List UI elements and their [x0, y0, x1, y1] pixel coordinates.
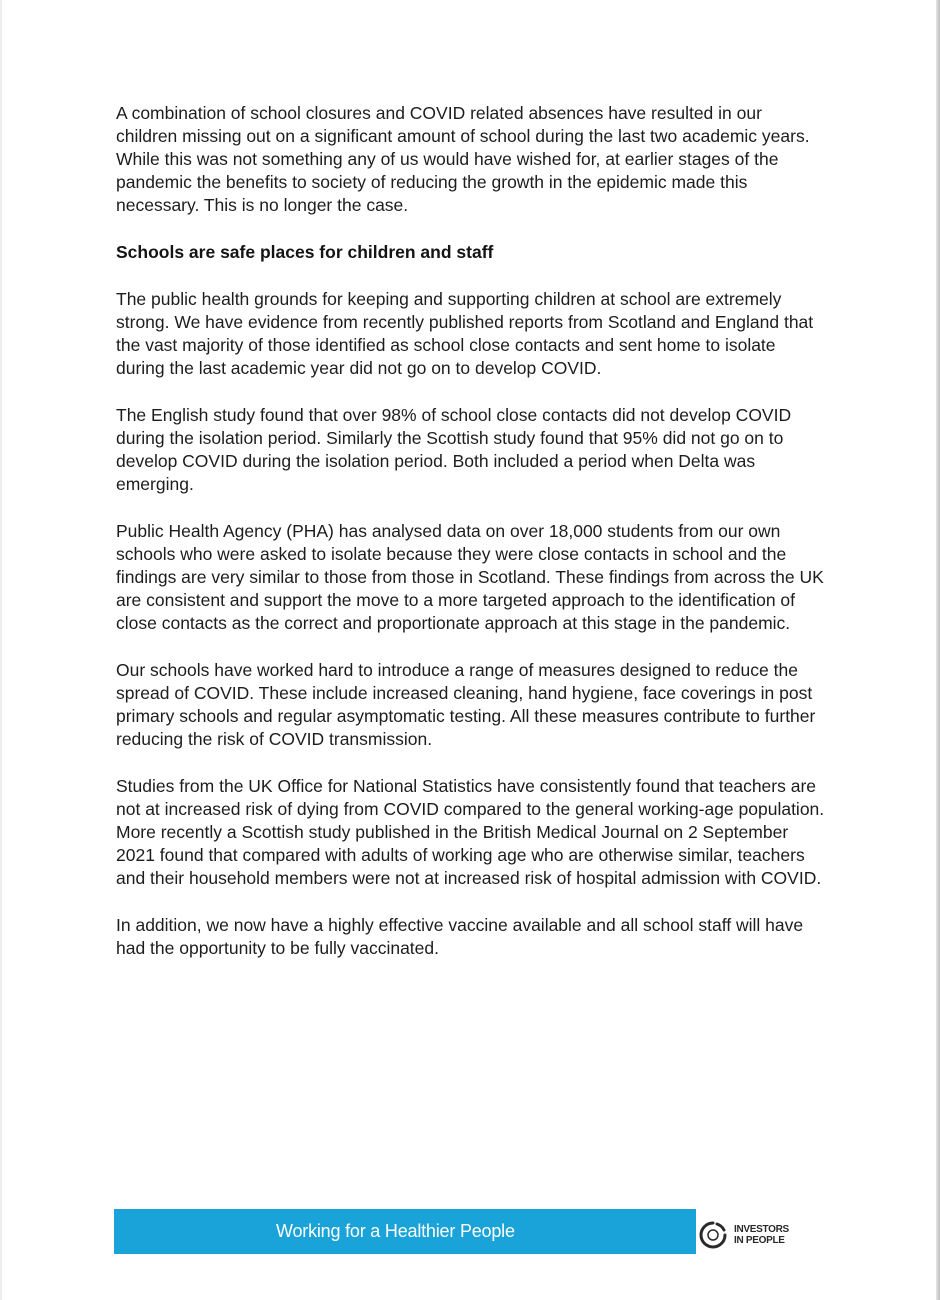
- paragraph-pha-analysis: Public Health Agency (PHA) has analysed data on over 18,000 students from our own schools who were asked to isolate because they were close contacts in school and the findings are very similar to those from those in Scotland. These findings from across the UK are consistent and support the move to a more targeted approach to the identification of close contacts as the correct and proportionate approach at this stage in the pandemic.: [116, 521, 824, 633]
- intro-paragraph: A combination of school closures and COVID related absences have resulted in our children missing out on a significant amount of school during the last two academic years. While this was not something any of us would have wished for, at earlier stages of the pandemic the benefits to society of reducing the growth in the epidemic made this necessary. This is no longer the case.: [116, 103, 810, 215]
- page-left-edge: [0, 0, 2, 1300]
- logo-line-1: INVESTORS: [734, 1224, 789, 1235]
- paragraph-ons-studies: Studies from the UK Office for National Statistics have consistently found that teachers are not at increased risk of dying from COVID compared to the general working-age population. More recently a Scottish study published in the British Medical Journal on 2 September 2021 found that compared with adults of working age who are otherwise similar, teachers and their household members were not at increased risk of hospital admission with COVID.: [116, 776, 825, 888]
- document-body: [116, 102, 828, 984]
- section-heading: Schools are safe places for children and staff: [116, 242, 494, 262]
- investors-in-people-text: [734, 1224, 789, 1246]
- paragraph-evidence: The public health grounds for keeping and supporting children at school are extremely strong. We have evidence from recently published reports from Scotland and England that the vast majority of those identified as school close contacts and sent home to isolate during the last academic year did not go on to develop COVID.: [116, 289, 814, 378]
- page-right-edge: [936, 0, 940, 1300]
- paragraph-school-measures: Our schools have worked hard to introduce a range of measures designed to reduce the spread of COVID. These include increased cleaning, hand hygiene, face coverings in post primary schools and regular asymptomatic testing. All these measures contribute to further reducing the risk of COVID transmission.: [116, 660, 816, 749]
- logo-line-2: IN PEOPLE: [734, 1235, 785, 1246]
- footer-band: [114, 1209, 696, 1254]
- paragraph-vaccine: In addition, we now have a highly effective vaccine available and all school staff will have had the opportunity to be fully vaccinated.: [116, 915, 804, 958]
- investors-in-people-logo: [698, 1218, 808, 1254]
- footer-slogan: Working for a Healthier People: [276, 1221, 515, 1241]
- paragraph-english-study: The English study found that over 98% of school close contacts did not develop COVID during the isolation period. Similarly the Scottish study found that 95% did not go on to develop COVID during the isolation period. Both included a period when Delta was emerging.: [116, 405, 792, 494]
- investors-in-people-icon: [698, 1220, 728, 1250]
